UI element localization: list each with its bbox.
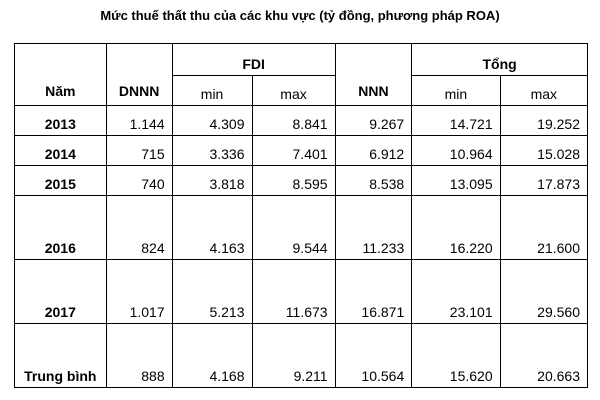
header-fdi-min: min: [172, 76, 252, 106]
cell-total-min: 16.220: [412, 196, 500, 260]
cell-fdi-max: 11.673: [252, 260, 335, 324]
cell-year: 2014: [15, 136, 107, 166]
cell-fdi-max: 8.595: [252, 166, 335, 196]
cell-fdi-max: 8.841: [252, 106, 335, 136]
cell-dnnn: 824: [106, 196, 172, 260]
cell-year: 2015: [15, 166, 107, 196]
cell-total-min: 15.620: [412, 324, 500, 388]
cell-fdi-min: 4.309: [172, 106, 252, 136]
header-fdi-max: max: [252, 76, 335, 106]
cell-total-max: 15.028: [500, 136, 587, 166]
table-row: [15, 166, 588, 196]
cell-dnnn: 740: [106, 166, 172, 196]
cell-dnnn: 1.144: [106, 106, 172, 136]
cell-total-min: 14.721: [412, 106, 500, 136]
tax-loss-table: [14, 43, 588, 388]
header-fdi: FDI: [172, 44, 335, 76]
cell-fdi-min: 3.336: [172, 136, 252, 166]
cell-dnnn: 715: [106, 136, 172, 166]
header-total-max: max: [500, 76, 587, 106]
cell-nnn: 10.564: [335, 324, 412, 388]
table-row: [15, 260, 588, 324]
cell-year: Trung bình: [15, 324, 107, 388]
header-year: Năm: [15, 44, 107, 106]
cell-total-min: 23.101: [412, 260, 500, 324]
cell-total-max: 21.600: [500, 196, 587, 260]
header-dnnn: DNNN: [106, 44, 172, 106]
cell-fdi-max: 7.401: [252, 136, 335, 166]
table-row-average: [15, 324, 588, 388]
table-title: Mức thuế thất thu của các khu vực (tỷ đồng, phương pháp ROA): [100, 8, 500, 23]
table-row: [15, 136, 588, 166]
cell-nnn: 9.267: [335, 106, 412, 136]
table-row: [15, 196, 588, 260]
header-total-min: min: [412, 76, 500, 106]
header-total: Tổng: [412, 44, 588, 76]
cell-dnnn: 1.017: [106, 260, 172, 324]
cell-nnn: 6.912: [335, 136, 412, 166]
cell-fdi-min: 4.168: [172, 324, 252, 388]
cell-nnn: 8.538: [335, 166, 412, 196]
cell-total-max: 17.873: [500, 166, 587, 196]
cell-fdi-min: 3.818: [172, 166, 252, 196]
header-row-groups: [15, 44, 588, 76]
cell-year: 2013: [15, 106, 107, 136]
cell-year: 2017: [15, 260, 107, 324]
cell-fdi-min: 4.163: [172, 196, 252, 260]
cell-total-max: 29.560: [500, 260, 587, 324]
table-row: [15, 106, 588, 136]
cell-nnn: 11.233: [335, 196, 412, 260]
cell-total-max: 19.252: [500, 106, 587, 136]
cell-fdi-max: 9.544: [252, 196, 335, 260]
header-nnn: NNN: [335, 44, 412, 106]
cell-fdi-min: 5.213: [172, 260, 252, 324]
cell-nnn: 16.871: [335, 260, 412, 324]
cell-dnnn: 888: [106, 324, 172, 388]
cell-year: 2016: [15, 196, 107, 260]
cell-fdi-max: 9.211: [252, 324, 335, 388]
cell-total-max: 20.663: [500, 324, 587, 388]
cell-total-min: 13.095: [412, 166, 500, 196]
cell-total-min: 10.964: [412, 136, 500, 166]
